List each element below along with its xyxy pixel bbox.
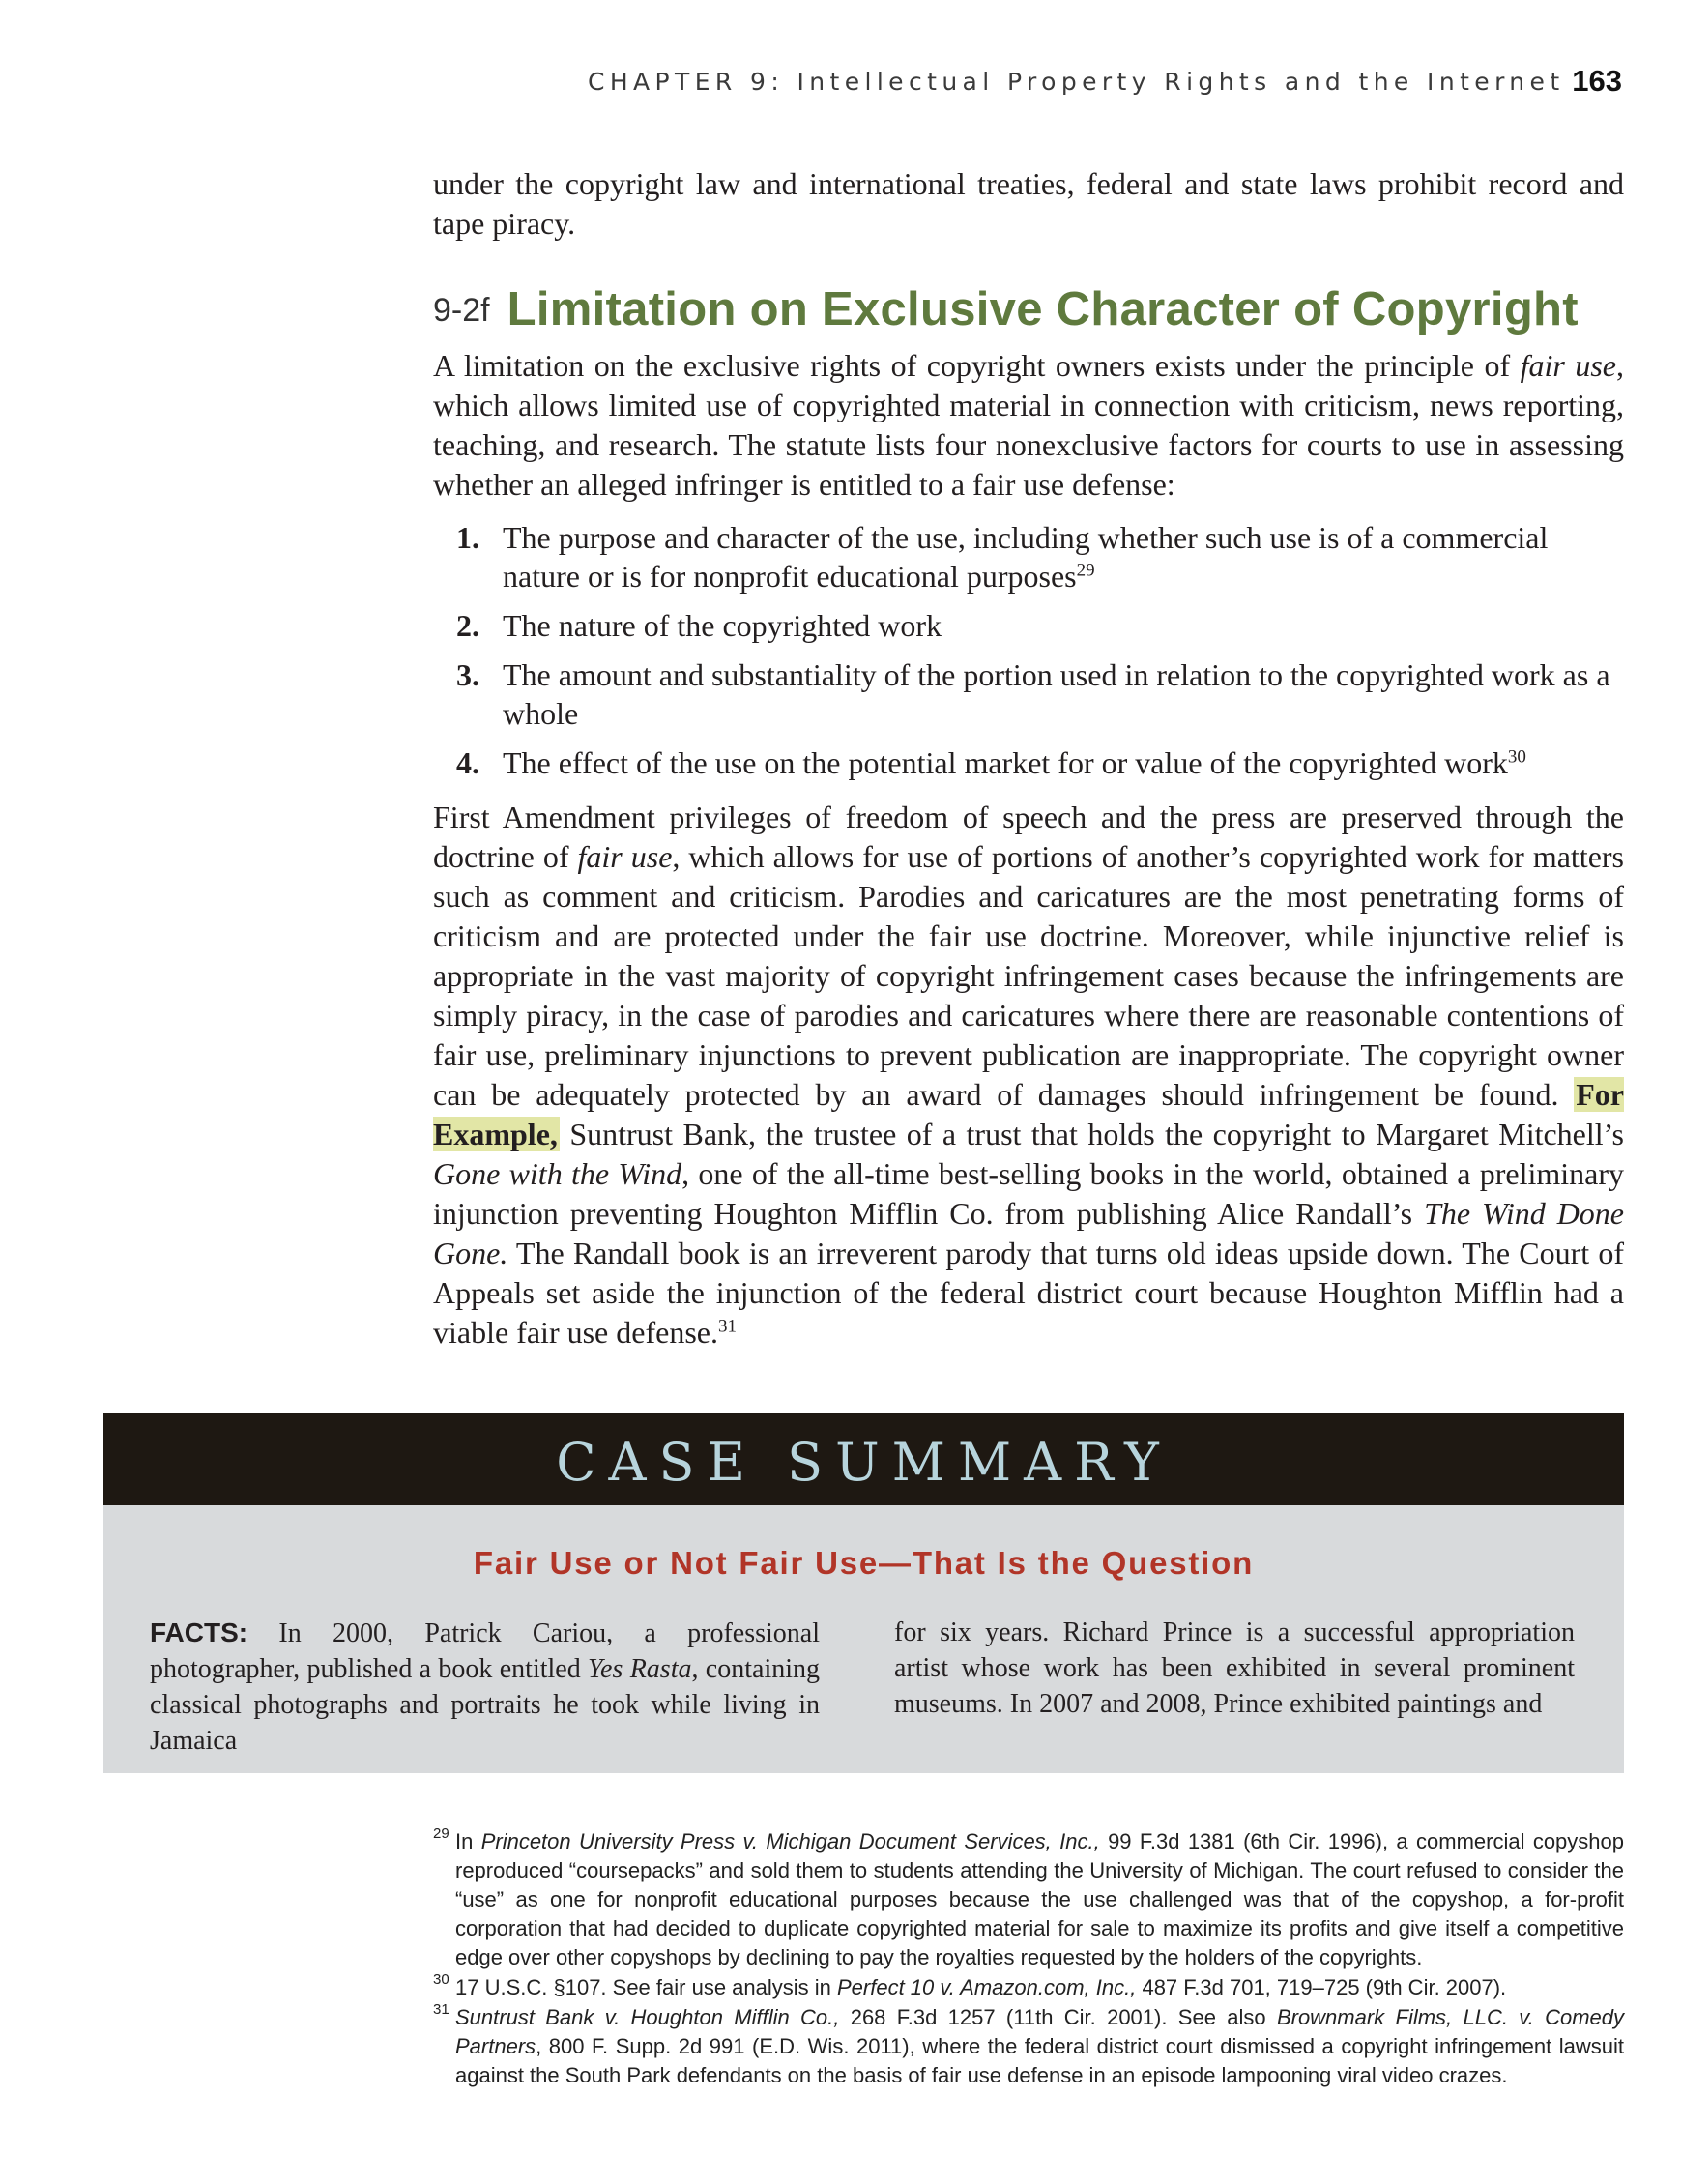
footnote-29 — [433, 1827, 1624, 1972]
section-paragraph-2 — [433, 798, 1624, 1353]
footnote-text: 99 F.3d 1381 (6th Cir. 1996), a commercial copyshop reproduced “coursepacks” and sold them to students attending the University of Michigan. The court refused to consider the “use” as one for nonprofit educational purposes because the use challenged was that of the copyshop, a for-profit corporation that had decided to duplicate copyrighted material for sale to maximize its profits and give itself a competitive edge over other copyshops by declining to pay the royalties requested by the holders of the copyrights. — [455, 1829, 1624, 1969]
para2-text-e: The Randall book is an irreverent parody that turns old ideas upside down. The Court of Appeals set aside the injunction of the federal district court because Houghton Mifflin had a viable fair use defense. — [433, 1236, 1624, 1350]
factor-number: 1. — [456, 520, 479, 555]
footnote-ref-31[interactable]: 31 — [717, 1316, 737, 1337]
fair-use-factors-list — [456, 518, 1624, 793]
section-title: Limitation on Exclusive Character of Copyright — [507, 283, 1579, 335]
facts-text-right: for six years. Richard Prince is a successful appropriation artist whose work has been exhibited in several prominent museums. In 2007 and 2008, Prince exhibited paintings and — [894, 1617, 1575, 1719]
factor-text: The effect of the use on the potential market for or value of the copyrighted work — [503, 745, 1508, 780]
case-facts-left-column — [150, 1615, 820, 1759]
para2-text-b: , which allows for use of portions of another’s copyrighted work for matters such as comment and criticism. Parodies and caricatures are the most penetrating forms of criticism and are protected under the fair use doctrine. Moreover, while injunctive relief is appropriate in the vast majority of copyright infringement cases because the infringements are simply piracy, in the case of parodies and caricatures where there are reasonable contentions of fair use, preliminary injunctions to prevent publication are inappropriate. The copyright owner can be adequately protected by an award of damages should infringement be found. — [433, 839, 1625, 1112]
footnote-case-name: Brownmark Films, LLC. v. Comedy Partners — [455, 2005, 1625, 2058]
book-title-gone-with-the-wind: Gone with the Wind — [433, 1156, 682, 1191]
para1-text-a: A limitation on the exclusive rights of copyright owners exists under the principle of — [433, 348, 1521, 383]
footnote-text: 268 F.3d 1257 (11th Cir. 2001). See also — [839, 2005, 1277, 2029]
facts-label: FACTS: — [150, 1617, 248, 1647]
case-title: Fair Use or Not Fair Use—That Is the Question — [473, 1545, 1255, 1581]
para1-text-b: , which allows limited use of copyrighted material in connection with criticism, news reporting, teaching, and research. The statute lists four nonexclusive factors for courts to use in assessing whether an alleged infringer is entitled to a fair use defense: — [433, 348, 1625, 502]
intro-text: under the copyright law and international treaties, federal and state laws prohibit record and tape piracy. — [433, 166, 1624, 241]
para2-text-d: , one of the all-time best-selling books in the world, obtained a preliminary injunction preventing Houghton Mifflin Co. from publishing Alice Randall’s — [433, 1156, 1625, 1231]
footnote-ref-29[interactable]: 29 — [1076, 560, 1095, 581]
footnote-case-name: Perfect 10 v. Amazon.com, Inc., — [837, 1975, 1137, 1999]
factor-item — [456, 655, 1624, 733]
facts-text-a: In 2000, Patrick Cariou, a professional photographer, published a book entitled — [150, 1618, 820, 1684]
factor-number: 3. — [456, 657, 479, 692]
factor-text: The purpose and character of the use, including whether such use is of a commercial nature or is for nonprofit educational purposes — [503, 520, 1549, 594]
facts-text-b: , containing classical photographs and portraits he took while living in Jamaica — [150, 1654, 820, 1756]
footnote-case-name: Princeton University Press v. Michigan Document Services, Inc., — [480, 1829, 1100, 1853]
case-facts-right-column — [894, 1615, 1575, 1722]
factor-text: The nature of the copyrighted work — [503, 608, 942, 643]
page-number: 163 — [1572, 64, 1622, 98]
para1-fair-use: fair use — [1520, 348, 1617, 383]
factor-number: 4. — [456, 745, 479, 780]
footnote-31 — [433, 2003, 1624, 2090]
running-header — [0, 64, 1682, 106]
running-title: CHAPTER 9: Intellectual Property Rights and the Internet — [588, 68, 1565, 96]
case-summary-banner-text: CASE SUMMARY — [556, 1432, 1172, 1493]
factor-text: The amount and substantiality of the portion used in relation to the copyrighted work as a whole — [503, 657, 1610, 731]
footnote-30 — [433, 1973, 1624, 2002]
section-number: 9-2f — [433, 292, 490, 329]
footnote-text: , 800 F. Supp. 2d 991 (E.D. Wis. 2011), where the federal district court dismissed a copyright infringement lawsuit against the South Park defendants on the basis of fair use defense in an episode lampooning viral video crazes. — [455, 2034, 1624, 2087]
section-paragraph-1 — [433, 346, 1624, 505]
book-title-wind-done-gone: The Wind Done Gone. — [433, 1196, 1625, 1270]
footnote-case-name: Suntrust Bank v. Houghton Mifflin Co., — [455, 2005, 840, 2029]
footnote-text: 17 U.S.C. §107. See fair use analysis in — [455, 1975, 837, 1999]
factor-item — [456, 518, 1624, 596]
for-example-label: For Example, — [433, 1077, 1624, 1151]
footnote-text: 487 F.3d 701, 719–725 (9th Cir. 2007). — [1136, 1975, 1507, 1999]
intro-paragraph — [433, 164, 1624, 244]
footnote-ref-30[interactable]: 30 — [1507, 746, 1526, 768]
factor-item — [456, 606, 1624, 645]
para2-text-c: Suntrust Bank, the trustee of a trust that holds the copyright to Margaret Mitchell’s — [559, 1117, 1624, 1151]
footnote-number: 29 — [433, 1825, 450, 1842]
footnote-text: In — [455, 1829, 481, 1853]
factor-item — [456, 743, 1624, 782]
case-summary-box — [103, 1505, 1624, 1773]
footnote-number: 31 — [433, 2001, 450, 2018]
footnote-number: 30 — [433, 1971, 450, 1988]
section-heading — [433, 282, 1624, 336]
case-summary-banner — [103, 1413, 1624, 1505]
para2-fair-use: fair use — [577, 839, 673, 874]
footnotes — [433, 1827, 1624, 2091]
book-title-yes-rasta: Yes Rasta — [588, 1654, 692, 1684]
para2-text-a: First Amendment privileges of freedom of speech and the press are preserved through the doctrine of — [433, 800, 1624, 874]
factor-number: 2. — [456, 608, 479, 643]
